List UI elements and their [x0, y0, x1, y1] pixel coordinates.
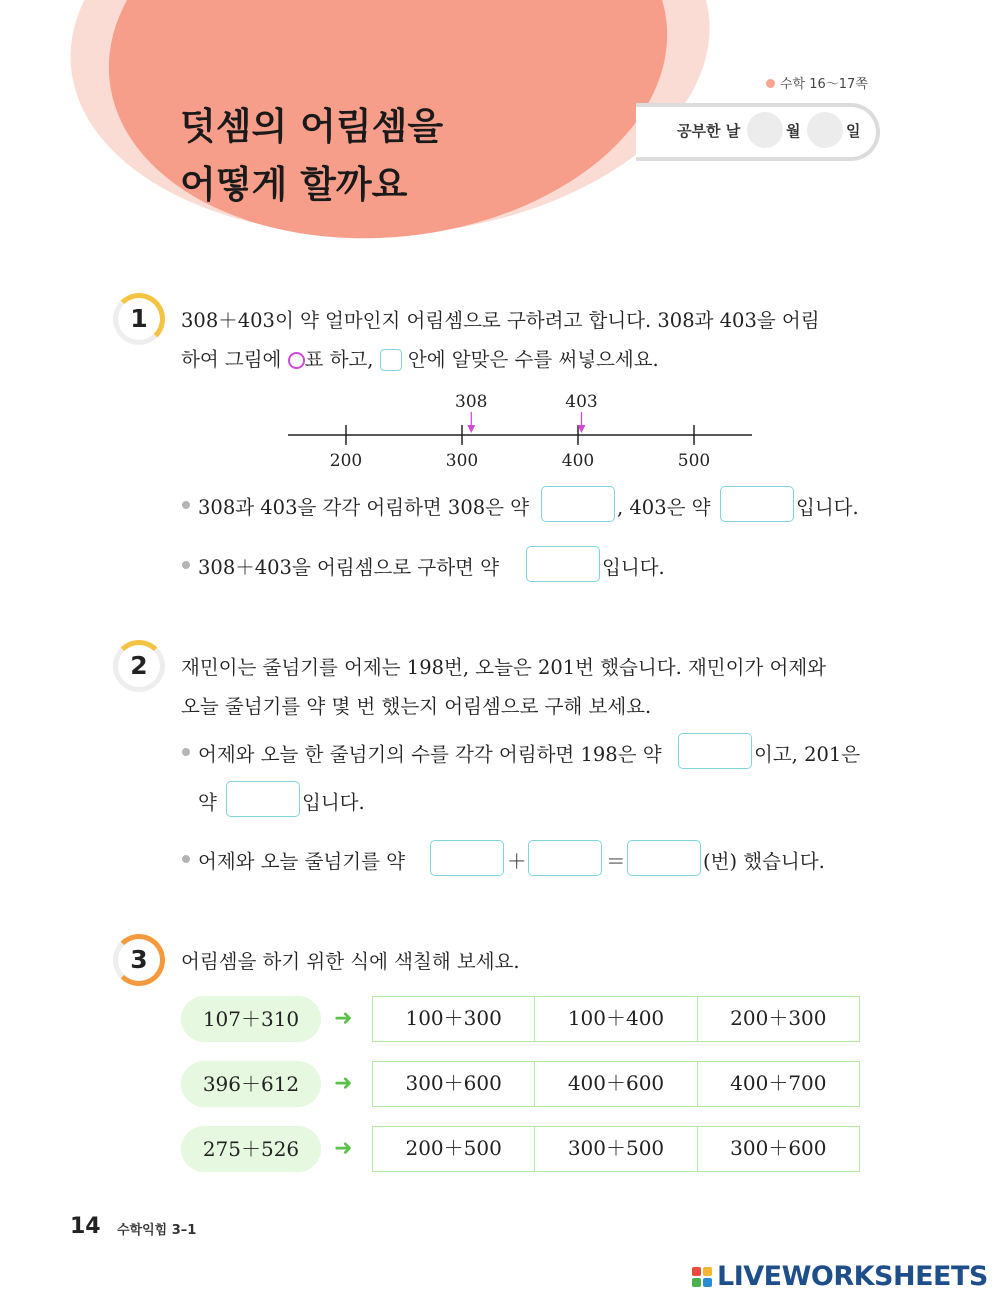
problem-2-bullet-2-b: (번) 했습니다. [703, 850, 825, 873]
problem-3-instruction: 어림셈을 하기 위한 식에 색칠해 보세요. [181, 950, 520, 973]
option-cell[interactable]: 400＋600 [535, 1062, 697, 1106]
answer-box-308-rounded[interactable] [541, 486, 615, 522]
tick-label: 400 [561, 451, 595, 471]
logo-grid-icon [692, 1267, 712, 1287]
right-arrow-icon: ➜ [334, 1136, 353, 1161]
marker-label: 308 [455, 392, 488, 412]
right-arrow-icon: ➜ [334, 1071, 353, 1096]
problem-1-line-1: 308＋403이 약 얼마인지 어림셈으로 구하려고 합니다. 308과 403을 어림 [181, 309, 820, 332]
expression-pill: 275＋526 [181, 1126, 321, 1172]
page-number: 14 [70, 1214, 101, 1239]
plus-sign: ＋ [507, 850, 527, 873]
problem-1-badge: 1 [113, 293, 165, 345]
option-cell[interactable]: 200＋500 [373, 1127, 535, 1171]
option-cell[interactable]: 300＋600 [730, 1136, 827, 1160]
right-arrow-icon: ➜ [334, 1006, 353, 1031]
option-cell[interactable]: 100＋300 [373, 997, 535, 1041]
problem-2-line-2: 오늘 줄넘기를 약 몇 번 했는지 어림셈으로 구해 보세요. [181, 695, 652, 718]
answer-box-201-rounded[interactable] [226, 781, 300, 817]
problem-2-bullet-1-a: 어제와 오늘 한 줄넘기의 수를 각각 어림하면 198은 약 [198, 743, 662, 766]
problem-1-bullet-1-a: 308과 403을 각각 어림하면 308은 약 [198, 496, 530, 519]
option-group [372, 1126, 860, 1172]
option-cell[interactable]: 200＋300 [730, 1006, 827, 1030]
marker-label: 403 [565, 392, 598, 412]
number-line [280, 388, 760, 478]
option-cell[interactable]: 400＋700 [730, 1071, 827, 1095]
problem-2-line-1: 재민이는 줄넘기를 어제는 198번, 오늘은 201번 했습니다. 재민이가 어제와 [181, 656, 827, 679]
option-group [372, 1061, 860, 1107]
option-cell[interactable]: 300＋500 [535, 1127, 697, 1171]
tick-label: 500 [677, 451, 711, 471]
problem-3-badge: 3 [113, 934, 165, 986]
problem-1-bullet-2-b: 입니다. [602, 556, 665, 579]
bullet-dot [182, 561, 190, 569]
circle-mark-icon [288, 352, 305, 369]
marker-arrow-head [467, 425, 475, 433]
tick-label: 300 [445, 451, 479, 471]
bullet-dot [182, 748, 190, 756]
brand-name: LIVEWORKSHEETS [717, 1261, 988, 1292]
problem-1-bullet-2-a: 308＋403을 어림셈으로 구하면 약 [198, 556, 499, 579]
expression-pill: 107＋310 [181, 996, 321, 1042]
title-line-2: 어떻게 할까요 [180, 163, 408, 206]
answer-box-403-rounded[interactable] [720, 486, 794, 522]
problem-1-line-2 [181, 344, 659, 372]
liveworksheets-logo [692, 1261, 988, 1292]
problem-2-bullet-1-d: 입니다. [302, 791, 365, 814]
study-day-label: 공부한 날 [677, 122, 741, 140]
page-title [180, 98, 443, 214]
answer-box-icon [380, 349, 402, 371]
problem-2-bullet-2-a: 어제와 오늘 줄넘기를 약 [198, 850, 405, 873]
answer-box-total[interactable] [627, 840, 701, 876]
option-group [372, 996, 860, 1042]
expression-pill: 396＋612 [181, 1061, 321, 1107]
problem-1-line-2-b: 표 하고, [304, 348, 380, 371]
problem-2-bullet-1-c: 약 [198, 791, 217, 814]
bullet-dot [182, 855, 190, 863]
day-input[interactable] [807, 112, 843, 148]
month-label: 월 [786, 122, 801, 140]
textbook-reference [766, 73, 868, 92]
answer-box-addend-2[interactable] [528, 840, 602, 876]
tick-label: 200 [329, 451, 363, 471]
reference-text: 수학 16～17쪽 [780, 77, 868, 92]
equals-sign: ＝ [606, 850, 626, 873]
bullet-dot [182, 501, 190, 509]
problem-1-line-2-a: 하여 그림에 [181, 348, 288, 371]
option-cell[interactable]: 100＋400 [535, 997, 697, 1041]
reference-dot-icon [766, 79, 775, 88]
option-cell[interactable]: 300＋600 [373, 1062, 535, 1106]
problem-1-line-2-c: 안에 알맞은 수를 써넣으세요. [401, 348, 659, 371]
problem-2-bullet-1-b: 이고, 201은 [754, 743, 861, 766]
problem-2-badge: 2 [113, 640, 165, 692]
problem-1-bullet-1-c: 입니다. [796, 496, 859, 519]
problem-1-bullet-1-b: , 403은 약 [617, 496, 711, 519]
answer-box-198-rounded[interactable] [678, 733, 752, 769]
book-title: 수학익힘 3–1 [117, 1223, 197, 1238]
month-input[interactable] [747, 112, 783, 148]
title-line-1: 덧셈의 어림셈을 [180, 105, 444, 148]
answer-box-addend-1[interactable] [430, 840, 504, 876]
answer-box-estimated-sum[interactable] [526, 546, 600, 582]
day-label: 일 [846, 122, 861, 140]
